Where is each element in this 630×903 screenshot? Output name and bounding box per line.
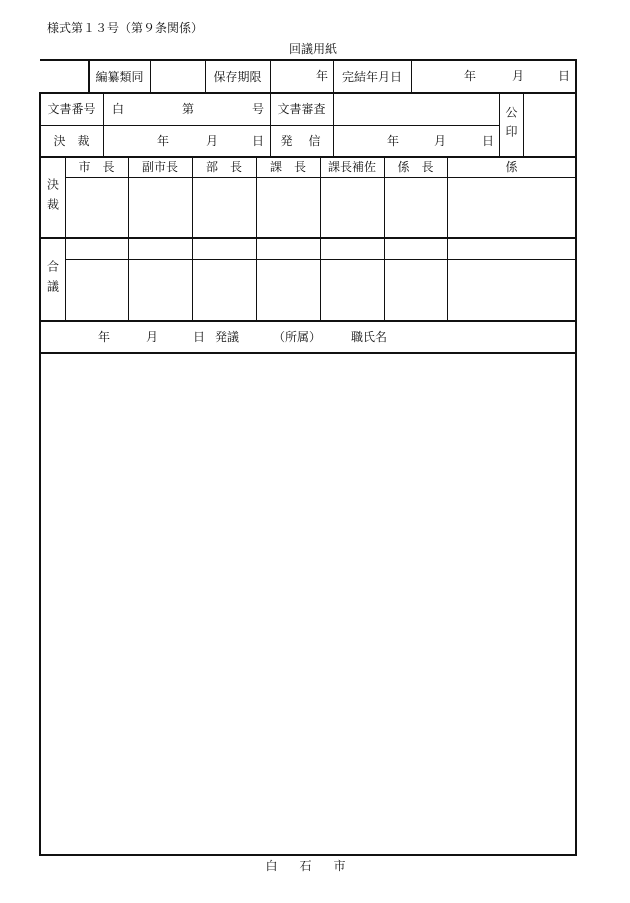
document-number-prefix: 白 (111, 102, 124, 116)
column-header-deputy-mayor: 副市長 (141, 160, 178, 174)
proposal-day-unit: 日 (192, 330, 205, 344)
approval-stamp-row (65, 177, 576, 238)
approval-section-label: 決裁 (45, 177, 60, 218)
proposal-month-unit: 月 (145, 330, 158, 344)
form-title: 回議用紙 (288, 42, 337, 56)
column-header-department-head: 部 長 (205, 160, 242, 174)
document-number-suffix: 号 (251, 102, 264, 116)
retention-label: 保存期限 (213, 69, 262, 84)
approval-date-label: 決 裁 (53, 134, 90, 148)
consultation-section-label-cell (40, 238, 65, 321)
proposal-label: 発議 (214, 330, 239, 344)
column-header-section-chief: 課 長 (269, 160, 306, 174)
completion-month-unit: 月 (511, 69, 524, 83)
name-title-label: 職氏名 (350, 330, 387, 344)
consultation-section-label: 合議 (45, 259, 60, 300)
classification-field (150, 60, 205, 93)
completion-year-unit: 年 (463, 69, 476, 83)
dispatch-year-unit: 年 (386, 134, 399, 148)
approval-month-unit: 月 (205, 134, 218, 148)
form-number: 様式第１３号（第９条関係） (47, 21, 204, 35)
document-review-label: 文書審査 (277, 102, 326, 116)
dispatch-day-unit: 日 (481, 134, 494, 148)
document-number-middle: 第 (181, 102, 194, 116)
dispatch-month-unit: 月 (433, 134, 446, 148)
document-number-label: 文書番号 (47, 102, 96, 116)
approval-day-unit: 日 (251, 134, 264, 148)
approval-year-unit: 年 (156, 134, 169, 148)
approval-section-label-cell (40, 157, 65, 238)
official-seal-label-cell (499, 93, 523, 157)
retention-year-unit: 年 (315, 69, 328, 83)
column-header-staff: 係 (505, 160, 518, 174)
affiliation-label: （所属） (272, 330, 321, 344)
classification-label: 編纂類同 (95, 69, 144, 84)
column-header-assistant-section-chief: 課長補佐 (327, 160, 376, 174)
document-review-field (333, 93, 499, 125)
column-header-subsection-chief: 係 長 (397, 160, 434, 174)
proposal-year-unit: 年 (97, 330, 110, 344)
footer-city-name: 白 石 市 (265, 859, 351, 873)
completion-day-unit: 日 (557, 69, 570, 83)
dispatch-label: 発 信 (280, 134, 323, 148)
completion-date-label: 完結年月日 (341, 69, 402, 84)
official-seal-label: 公印 (504, 106, 518, 144)
consultation-header-row (65, 238, 576, 259)
consultation-stamp-row (65, 259, 576, 321)
body-writing-area (41, 354, 575, 854)
official-seal-field (523, 93, 576, 157)
column-header-mayor: 市 長 (78, 160, 115, 174)
